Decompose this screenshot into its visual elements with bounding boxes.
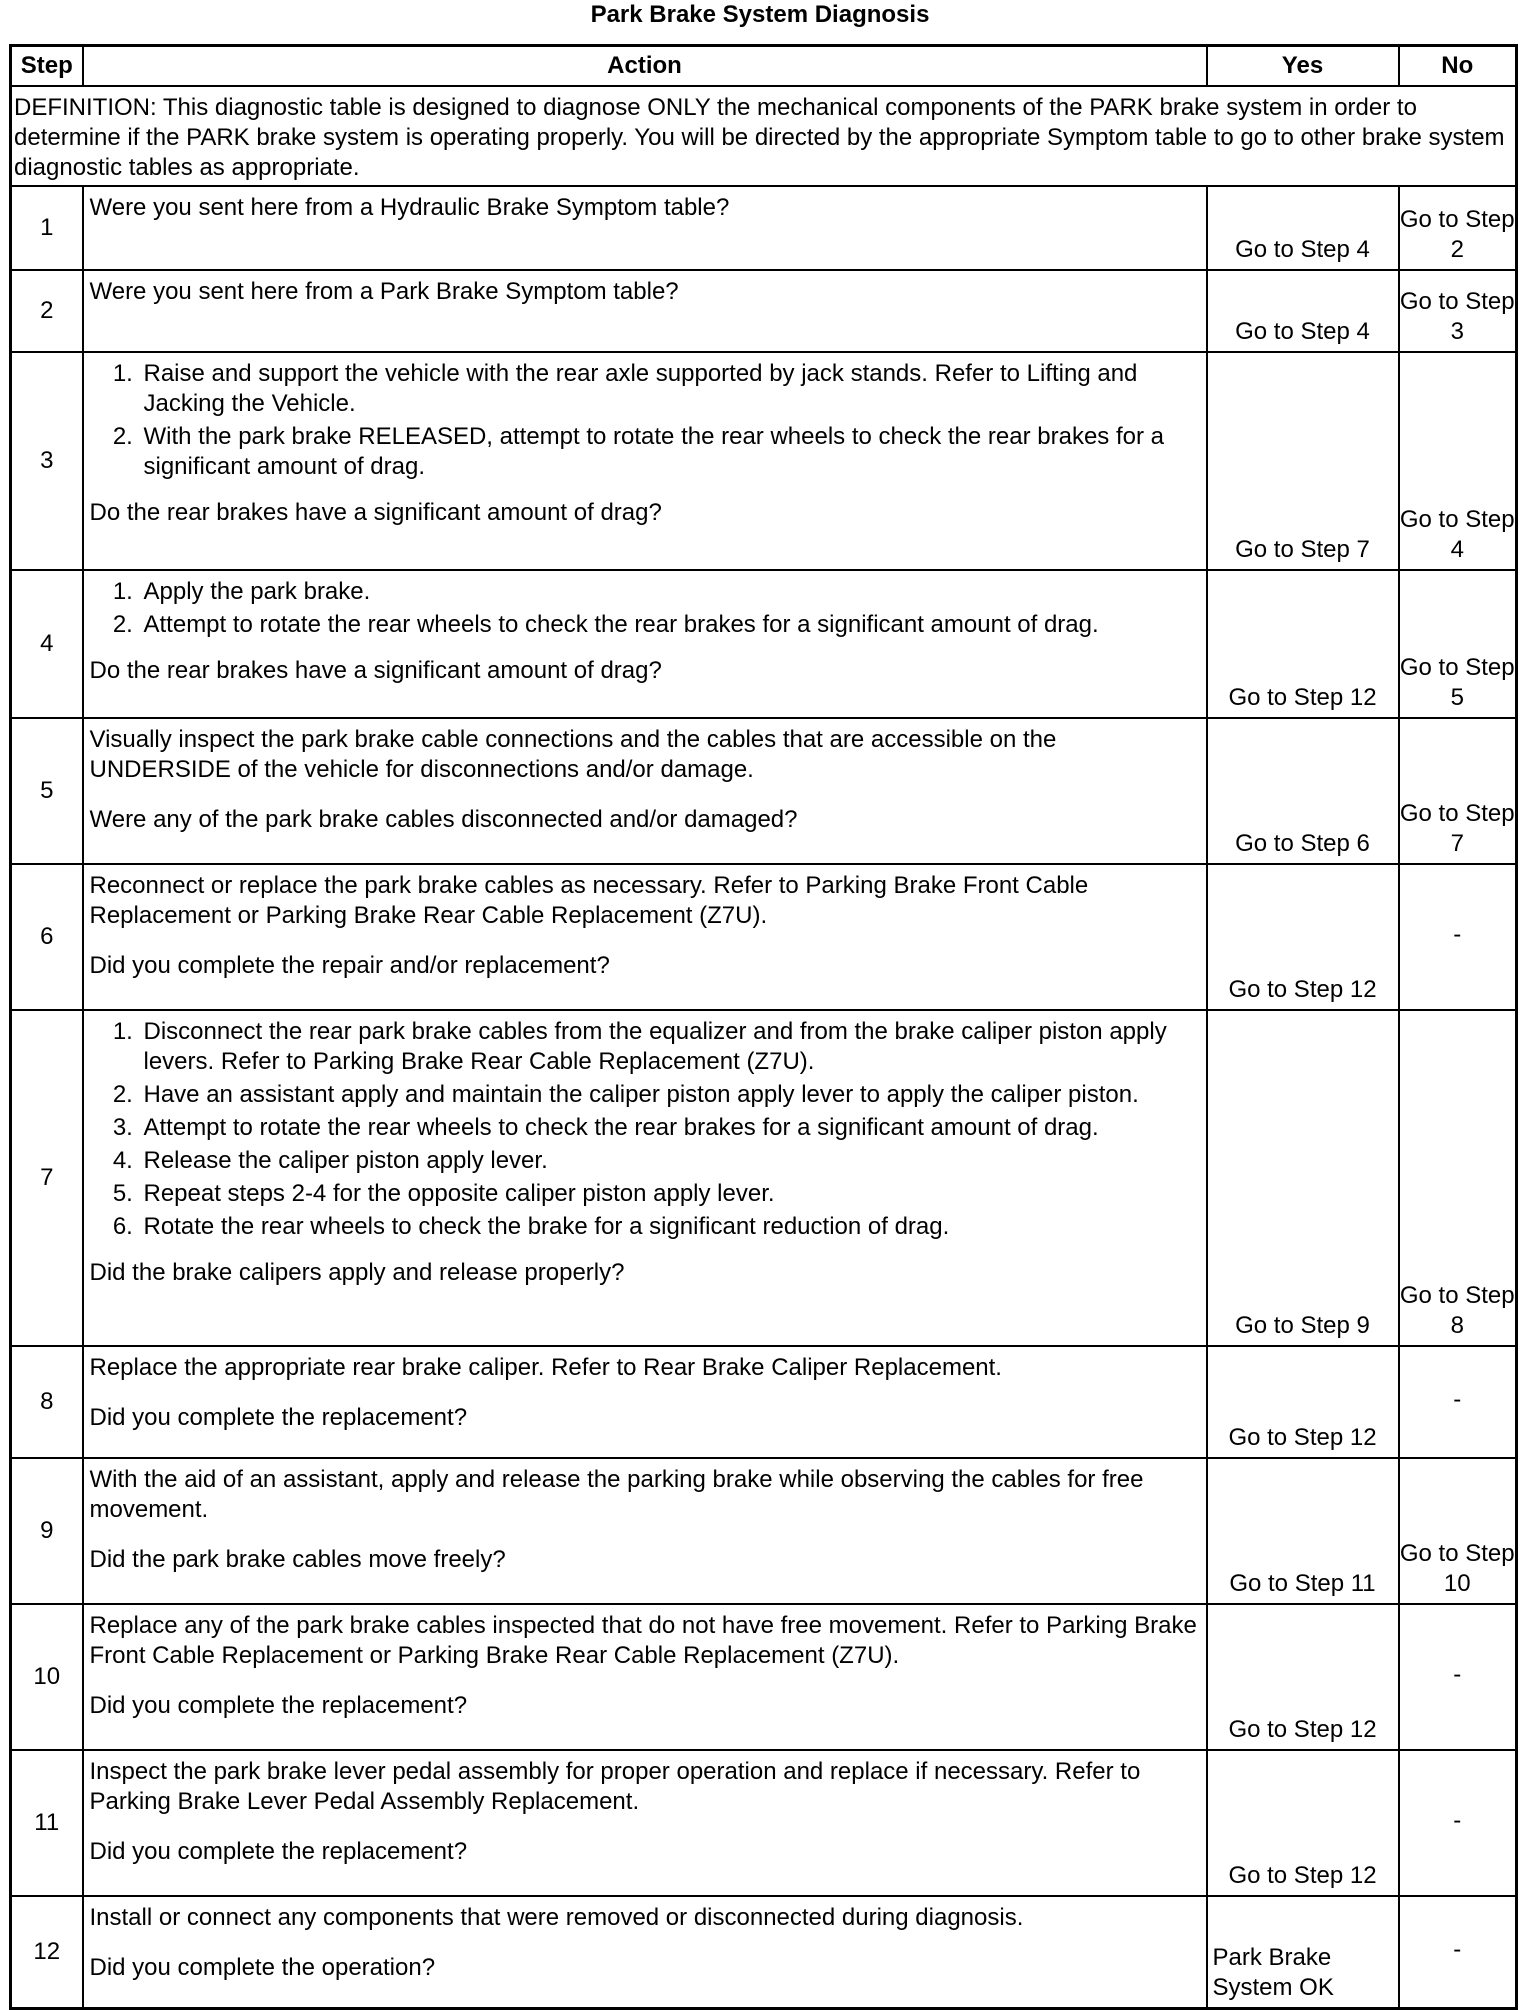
no-result: Go to Step 3: [1399, 270, 1517, 352]
table-row: [11, 1346, 1517, 1458]
action-text: Install or connect any components that were removed or disconnected during diagnosis.: [89, 1904, 1024, 1931]
yes-result: Go to Step 11: [1207, 1458, 1399, 1604]
header-row: [11, 46, 1517, 87]
table-row: [11, 1896, 1517, 2008]
table-row: [11, 718, 1517, 864]
action-cell: [83, 270, 1207, 352]
action-cell: [83, 570, 1207, 718]
step-number: 11: [11, 1750, 83, 1896]
yes-result: Go to Step 4: [1207, 186, 1399, 270]
yes-result: Go to Step 9: [1207, 1010, 1399, 1346]
action-text: Were you sent here from a Park Brake Symptom table?: [89, 278, 679, 305]
no-result: Go to Step 4: [1399, 352, 1517, 570]
step-number: 7: [11, 1010, 83, 1346]
table-row: [11, 864, 1517, 1010]
step-number: 5: [11, 718, 83, 864]
action-step-item: 1. Apply the park brake.: [140, 577, 1200, 607]
step-number: 3: [11, 352, 83, 570]
header-action: Action: [83, 46, 1207, 87]
no-result: Go to Step 8: [1399, 1010, 1517, 1346]
action-question: Did you complete the replacement?: [89, 1404, 468, 1431]
action-step-item: 2. Attempt to rotate the rear wheels to check the rear brakes for a significant amount of drag.: [140, 610, 1200, 640]
no-result: -: [1399, 1346, 1517, 1458]
yes-result: Go to Step 12: [1207, 864, 1399, 1010]
action-question: Do the rear brakes have a significant amount of drag?: [89, 657, 662, 684]
no-result: -: [1399, 1896, 1517, 2008]
action-cell: [83, 1896, 1207, 2008]
action-cell: [83, 1604, 1207, 1750]
action-text: Visually inspect the park brake cable connections and the cables that are accessible on the UNDERSIDE of the vehicle for disconnections and/or damage.: [89, 726, 1057, 783]
action-cell: [83, 864, 1207, 1010]
no-result: -: [1399, 864, 1517, 1010]
table-row: [11, 1010, 1517, 1346]
step-number: 12: [11, 1896, 83, 2008]
yes-result: Go to Step 12: [1207, 570, 1399, 718]
table-row: [11, 570, 1517, 718]
table-row: [11, 270, 1517, 352]
header-step: Step: [11, 46, 83, 87]
no-result: Go to Step 5: [1399, 570, 1517, 718]
action-cell: [83, 352, 1207, 570]
action-question: Were any of the park brake cables disconnected and/or damaged?: [89, 806, 798, 833]
action-cell: [83, 1750, 1207, 1896]
action-step-item: 1. Disconnect the rear park brake cables from the equalizer and from the brake caliper piston apply levers. Refer to Parking Brake Rear Cable Replacement (Z7U).: [140, 1017, 1200, 1077]
action-steps-list: [90, 1017, 1200, 1242]
action-cell: [83, 718, 1207, 864]
action-steps-list: [90, 577, 1200, 640]
action-cell: [83, 1010, 1207, 1346]
action-step-item: 2. With the park brake RELEASED, attempt to rotate the rear wheels to check the rear brakes for a significant amount of drag.: [140, 422, 1200, 482]
yes-result: Go to Step 12: [1207, 1346, 1399, 1458]
header-yes: Yes: [1207, 46, 1399, 87]
no-result: Go to Step 10: [1399, 1458, 1517, 1604]
step-number: 8: [11, 1346, 83, 1458]
step-number: 9: [11, 1458, 83, 1604]
no-result: Go to Step 7: [1399, 718, 1517, 864]
step-number: 1: [11, 186, 83, 270]
page-title: Park Brake System Diagnosis: [590, 1, 930, 28]
header-no: No: [1399, 46, 1517, 87]
action-text: With the aid of an assistant, apply and release the parking brake while observing the cables for free movement.: [89, 1466, 1144, 1523]
yes-result: Go to Step 12: [1207, 1750, 1399, 1896]
action-text: Reconnect or replace the park brake cables as necessary. Refer to Parking Brake Front Cable Replacement or Parking Brake Rear Cable Replacement (Z7U).: [89, 872, 1089, 929]
action-text: Were you sent here from a Hydraulic Brake Symptom table?: [89, 194, 730, 221]
action-step-item: 3. Attempt to rotate the rear wheels to check the rear brakes for a significant amount of drag.: [140, 1113, 1200, 1143]
diagnosis-table: [9, 44, 1518, 2010]
action-text: Replace the appropriate rear brake caliper. Refer to Rear Brake Caliper Replacement.: [89, 1354, 1002, 1381]
table-row: [11, 352, 1517, 570]
action-step-item: 1. Raise and support the vehicle with the rear axle supported by jack stands. Refer to Lifting and Jacking the Vehicle.: [140, 359, 1200, 419]
action-step-item: 4. Release the caliper piston apply lever.: [140, 1146, 1200, 1176]
action-question: Did you complete the operation?: [89, 1954, 436, 1981]
yes-result: Go to Step 7: [1207, 352, 1399, 570]
action-question: Did the park brake cables move freely?: [89, 1546, 506, 1573]
action-cell: [83, 1458, 1207, 1604]
table-row: [11, 1458, 1517, 1604]
step-number: 10: [11, 1604, 83, 1750]
action-question: Did you complete the replacement?: [89, 1838, 468, 1865]
action-question: Did the brake calipers apply and release properly?: [89, 1259, 625, 1286]
action-text: Replace any of the park brake cables inspected that do not have free movement. Refer to Parking Brake Front Cable Replacement or Parking Brake Rear Cable Replacement (Z7U).: [89, 1612, 1197, 1669]
step-number: 6: [11, 864, 83, 1010]
yes-result: Park Brake System OK: [1207, 1896, 1399, 2008]
no-result: Go to Step 2: [1399, 186, 1517, 270]
table-row: [11, 1750, 1517, 1896]
action-question: Do the rear brakes have a significant amount of drag?: [89, 499, 662, 526]
action-step-item: 5. Repeat steps 2-4 for the opposite caliper piston apply lever.: [140, 1179, 1200, 1209]
yes-result: Go to Step 4: [1207, 270, 1399, 352]
action-cell: [83, 1346, 1207, 1458]
action-step-item: 6. Rotate the rear wheels to check the brake for a significant reduction of drag.: [140, 1212, 1200, 1242]
table-row: [11, 186, 1517, 270]
table-row: [11, 1604, 1517, 1750]
no-result: -: [1399, 1604, 1517, 1750]
step-number: 2: [11, 270, 83, 352]
action-cell: [83, 186, 1207, 270]
definition-row: [11, 86, 1517, 186]
step-number: 4: [11, 570, 83, 718]
yes-result: Go to Step 6: [1207, 718, 1399, 864]
action-question: Did you complete the replacement?: [89, 1692, 468, 1719]
action-steps-list: [90, 359, 1200, 482]
action-text: Inspect the park brake lever pedal assembly for proper operation and replace if necessary. Refer to Parking Brake Lever Pedal Assembly Replacement.: [89, 1758, 1141, 1815]
no-result: -: [1399, 1750, 1517, 1896]
definition-text: DEFINITION: This diagnostic table is designed to diagnose ONLY the mechanical components of the PARK brake system in order to determine if the PARK brake system is operating properly. You will be directed by the appropriate Symptom table to go to other brake system diagnostic tables as appropriate.: [11, 86, 1517, 186]
action-step-item: 2. Have an assistant apply and maintain the caliper piston apply lever to apply the caliper piston.: [140, 1080, 1200, 1110]
yes-result: Go to Step 12: [1207, 1604, 1399, 1750]
action-question: Did you complete the repair and/or replacement?: [89, 952, 610, 979]
